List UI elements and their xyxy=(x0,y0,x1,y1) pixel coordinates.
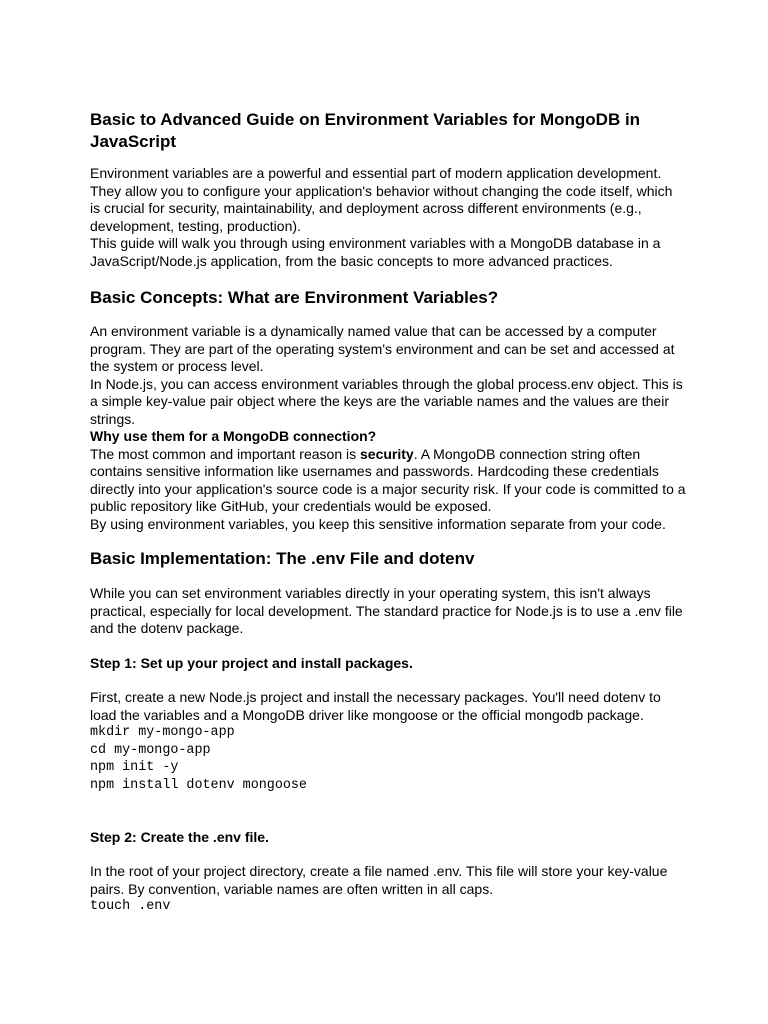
step-1-heading: Step 1: Set up your project and install packages. xyxy=(90,655,413,671)
step-1-line: load the variables and a MongoDB driver like mongoose or the official mongodb package. xyxy=(90,706,644,723)
code-line: touch .env xyxy=(90,899,171,914)
basic-concepts-heading: Basic Concepts: What are Environment Variables? xyxy=(90,288,499,307)
reason-suffix: . A MongoDB connection string often xyxy=(413,445,641,462)
step-2-line: In the root of your project directory, create a file named .env. This file will store your key-value xyxy=(90,863,668,879)
code-line: npm install dotenv mongoose xyxy=(90,777,307,793)
reason-emphasis: security xyxy=(360,445,414,462)
code-line: mkdir my-mongo-app xyxy=(90,725,235,740)
reason-line xyxy=(90,446,690,464)
concepts-line: contains sensitive information like usernames and passwords. Hardcoding these credentials xyxy=(90,463,659,479)
code-line: npm init -y xyxy=(90,760,179,775)
impl-line: and the dotenv package. xyxy=(90,620,244,636)
concepts-line: In Node.js, you can access environment variables through the global process.env object. This is xyxy=(90,375,683,392)
intro-line: This guide will walk you through using environment variables with a MongoDB database in a xyxy=(90,235,661,251)
step-2-body xyxy=(90,863,690,916)
concepts-line: public repository like GitHub, your credentials would be exposed. xyxy=(90,498,492,514)
concepts-line: An environment variable is a dynamically named value that can be accessed by a computer xyxy=(90,323,657,339)
document-title-line-1: Basic to Advanced Guide on Environment Variables for MongoDB in xyxy=(90,110,641,129)
step-1-body xyxy=(90,689,690,794)
basic-concepts-paragraph xyxy=(90,323,690,533)
document-title xyxy=(90,109,680,153)
concepts-line: program. They are part of the operating system's environment and can be set and accessed at xyxy=(90,340,675,357)
step-1-line: First, create a new Node.js project and install the necessary packages. You'll need dotenv to xyxy=(90,689,661,705)
concepts-line: a simple key-value pair object where the keys are the variable names and the values are their xyxy=(90,393,669,409)
impl-line: While you can set environment variables directly in your operating system, this isn't always xyxy=(90,585,651,601)
intro-line: They allow you to configure your application's behavior without changing the code itself, which xyxy=(90,182,673,199)
reason-prefix: The most common and important reason is xyxy=(90,445,361,462)
why-mongodb-subheading: Why use them for a MongoDB connection? xyxy=(90,428,377,444)
step-2-heading: Step 2: Create the .env file. xyxy=(90,829,269,845)
basic-implementation-heading: Basic Implementation: The .env File and dotenv xyxy=(90,549,475,568)
concepts-line: strings. xyxy=(90,410,136,427)
impl-line: practical, especially for local development. The standard practice for Node.js is to use a .env file xyxy=(90,602,683,619)
intro-line: is crucial for security, maintainability, and deployment across different environments (e.g., xyxy=(90,200,642,216)
intro-paragraph xyxy=(90,165,690,270)
code-line: cd my-mongo-app xyxy=(90,742,211,758)
concepts-line: By using environment variables, you keep this sensitive information separate from your code. xyxy=(90,515,666,532)
intro-line: development, testing, production). xyxy=(90,217,301,234)
basic-implementation-paragraph xyxy=(90,585,690,638)
concepts-line: directly into your application's source code is a major security risk. If your code is committed to a xyxy=(90,480,686,497)
step-2-line: pairs. By convention, variable names are often written in all caps. xyxy=(90,880,494,897)
intro-line: JavaScript/Node.js application, from the basic concepts to more advanced practices. xyxy=(90,252,613,269)
concepts-line: the system or process level. xyxy=(90,358,264,374)
document-title-line-2: JavaScript xyxy=(90,132,176,151)
intro-line: Environment variables are a powerful and essential part of modern application development. xyxy=(90,165,662,181)
